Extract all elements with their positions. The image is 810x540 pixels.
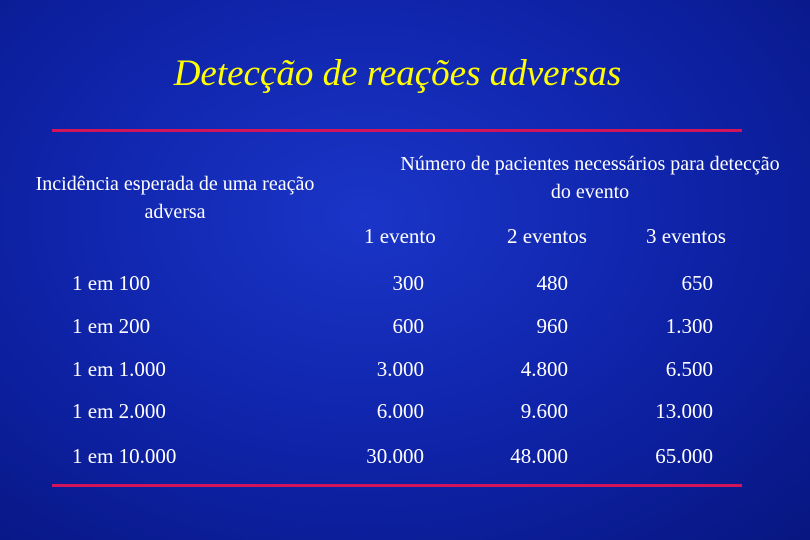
three-events-cell: 650 (681, 271, 713, 295)
one-event-cell: 300 (392, 271, 424, 295)
one-event-cell: 6.000 (376, 399, 424, 423)
bottom-divider (52, 484, 742, 487)
column-header-2-events: 2 eventos (507, 224, 587, 248)
three-events-cell: 65.000 (655, 444, 713, 468)
two-events-cell: 9.600 (520, 399, 568, 423)
incidence-cell: 1 em 200 (72, 314, 151, 338)
one-event-cell: 600 (392, 314, 424, 338)
three-events-cell: 6.500 (665, 357, 713, 381)
column-header-3-events: 3 eventos (646, 224, 726, 248)
incidence-cell: 1 em 1.000 (72, 357, 166, 381)
column-header-1-event: 1 evento (364, 224, 436, 248)
slide-title: Detecção de reações adversas (173, 53, 622, 94)
table-row (0, 357, 810, 387)
two-events-cell: 48.000 (510, 444, 568, 468)
incidence-header: Incidência esperada de uma reação adversa (35, 173, 315, 223)
incidence-cell: 1 em 100 (72, 271, 151, 295)
table-row (0, 444, 810, 474)
two-events-cell: 480 (536, 271, 568, 295)
three-events-cell: 13.000 (655, 399, 713, 423)
table-row (0, 271, 810, 301)
one-event-cell: 30.000 (366, 444, 424, 468)
incidence-cell: 1 em 2.000 (72, 399, 166, 423)
two-events-cell: 960 (536, 314, 568, 338)
top-divider (52, 129, 742, 132)
two-events-cell: 4.800 (520, 357, 568, 381)
table-row (0, 314, 810, 344)
incidence-cell: 1 em 10.000 (72, 444, 177, 468)
three-events-cell: 1.300 (665, 314, 713, 338)
table-row (0, 399, 810, 429)
one-event-cell: 3.000 (376, 357, 424, 381)
patients-needed-header: Número de pacientes necessários para detecção do evento (400, 153, 780, 203)
